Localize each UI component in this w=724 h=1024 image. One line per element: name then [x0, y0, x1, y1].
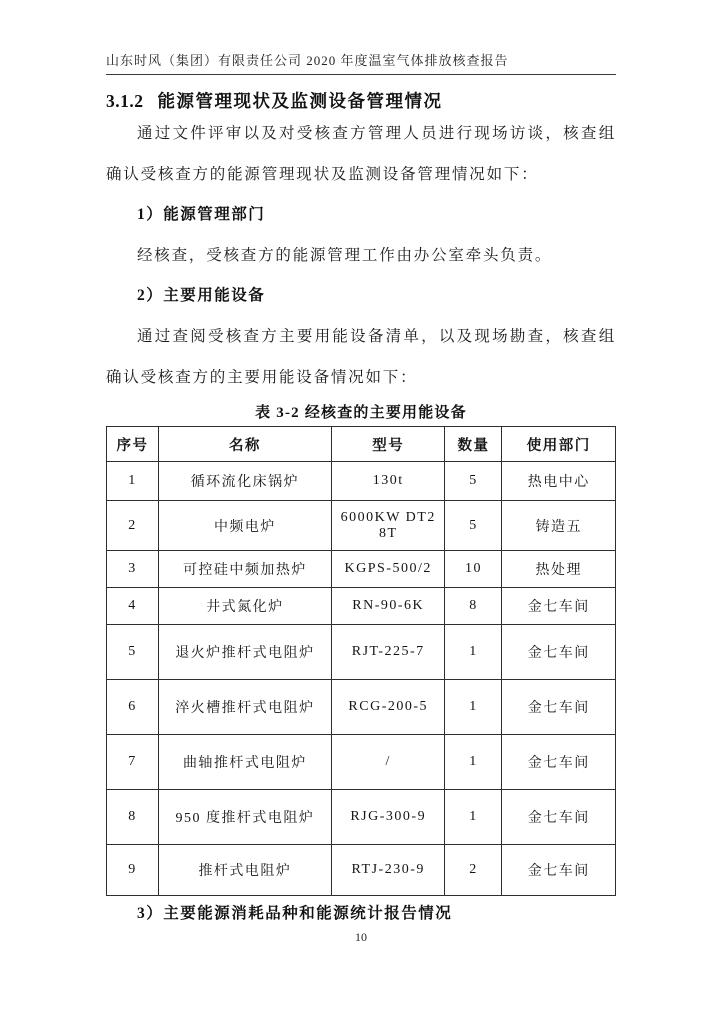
table-cell: 8: [445, 588, 502, 625]
subsection-heading-energy-consumption: 3）主要能源消耗品种和能源统计报告情况: [137, 905, 453, 922]
table-row: [107, 588, 616, 625]
paragraph-energy-management-intro: 通过文件评审以及对受核查方管理人员进行现场访谈，核查组确认受核查方的能源管理现状及监测设备管理情况如下：: [106, 125, 616, 183]
column-header-dept: 使用部门: [502, 427, 616, 462]
table-cell: /: [331, 735, 445, 790]
table-header-row: [107, 427, 616, 462]
table-cell: 中频电炉: [158, 501, 331, 551]
table-cell: 金七车间: [502, 790, 616, 845]
table-cell: 1: [445, 625, 502, 680]
table-row: [107, 625, 616, 680]
table-cell: 6: [107, 680, 159, 735]
table-caption: 表 3-2 经核查的主要用能设备: [255, 405, 467, 421]
table-cell: 循环流化床锅炉: [158, 462, 331, 501]
table-cell: 金七车间: [502, 735, 616, 790]
table-cell: 1: [445, 680, 502, 735]
table-row: [107, 462, 616, 501]
table-row: [107, 845, 616, 896]
main-equipment-table: [106, 426, 616, 896]
table-cell: 热处理: [502, 551, 616, 588]
table-row: [107, 680, 616, 735]
table-cell: RJG-300-9: [331, 790, 445, 845]
column-header-index: 序号: [107, 427, 159, 462]
table-cell: 井式氮化炉: [158, 588, 331, 625]
column-header-model: 型号: [331, 427, 445, 462]
table-row: [107, 735, 616, 790]
page-number: 10: [355, 930, 367, 944]
table-cell: 4: [107, 588, 159, 625]
table-row: [107, 551, 616, 588]
table-cell: 铸造五: [502, 501, 616, 551]
subsection-heading-energy-dept: 1）能源管理部门: [137, 206, 266, 223]
table-cell: RJT-225-7: [331, 625, 445, 680]
table-cell: 可控硅中频加热炉: [158, 551, 331, 588]
table-cell: 9: [107, 845, 159, 896]
section-heading: [106, 89, 616, 113]
table-header: [107, 427, 616, 462]
table-cell: 推杆式电阻炉: [158, 845, 331, 896]
table-cell: RN-90-6K: [331, 588, 445, 625]
table-cell: 10: [445, 551, 502, 588]
table-cell: 5: [445, 501, 502, 551]
table-cell: 3: [107, 551, 159, 588]
table-cell: 热电中心: [502, 462, 616, 501]
table-cell: 6000KW DT2 8T: [331, 501, 445, 551]
table-row: [107, 790, 616, 845]
table-cell: 金七车间: [502, 625, 616, 680]
running-header: [106, 0, 616, 75]
running-header-text: 山东时风（集团）有限责任公司 2020 年度温室气体排放核查报告: [106, 53, 509, 68]
table-cell: RCG-200-5: [331, 680, 445, 735]
table-cell: 金七车间: [502, 845, 616, 896]
table-row: [107, 501, 616, 551]
table-cell: KGPS-500/2: [331, 551, 445, 588]
section-title: 能源管理现状及监测设备管理情况: [157, 91, 443, 111]
table-cell: 1: [107, 462, 159, 501]
page-content: [106, 0, 616, 945]
table-cell: 130t: [331, 462, 445, 501]
table-cell: 2: [107, 501, 159, 551]
table-cell: 1: [445, 790, 502, 845]
table-cell: 2: [445, 845, 502, 896]
section-number: 3.1.2: [106, 91, 144, 111]
table-cell: 5: [107, 625, 159, 680]
table-cell: RTJ-230-9: [331, 845, 445, 896]
table-cell: 950 度推杆式电阻炉: [158, 790, 331, 845]
column-header-qty: 数量: [445, 427, 502, 462]
table-cell: 7: [107, 735, 159, 790]
table-cell: 8: [107, 790, 159, 845]
subsection-heading-main-equipment: 2）主要用能设备: [137, 287, 266, 304]
table-cell: 5: [445, 462, 502, 501]
column-header-name: 名称: [158, 427, 331, 462]
paragraph-energy-dept-finding: 经核查，受核查方的能源管理工作由办公室牵头负责。: [137, 247, 553, 264]
paragraph-equipment-intro: 通过查阅受核查方主要用能设备清单，以及现场勘查，核查组确认受核查方的主要用能设备情况如下：: [106, 328, 616, 386]
table-cell: 1: [445, 735, 502, 790]
table-cell: 退火炉推杆式电阻炉: [158, 625, 331, 680]
table-cell: 金七车间: [502, 680, 616, 735]
table-body: [107, 462, 616, 896]
table-cell: 淬火槽推杆式电阻炉: [158, 680, 331, 735]
table-cell: 曲轴推杆式电阻炉: [158, 735, 331, 790]
table-cell: 金七车间: [502, 588, 616, 625]
